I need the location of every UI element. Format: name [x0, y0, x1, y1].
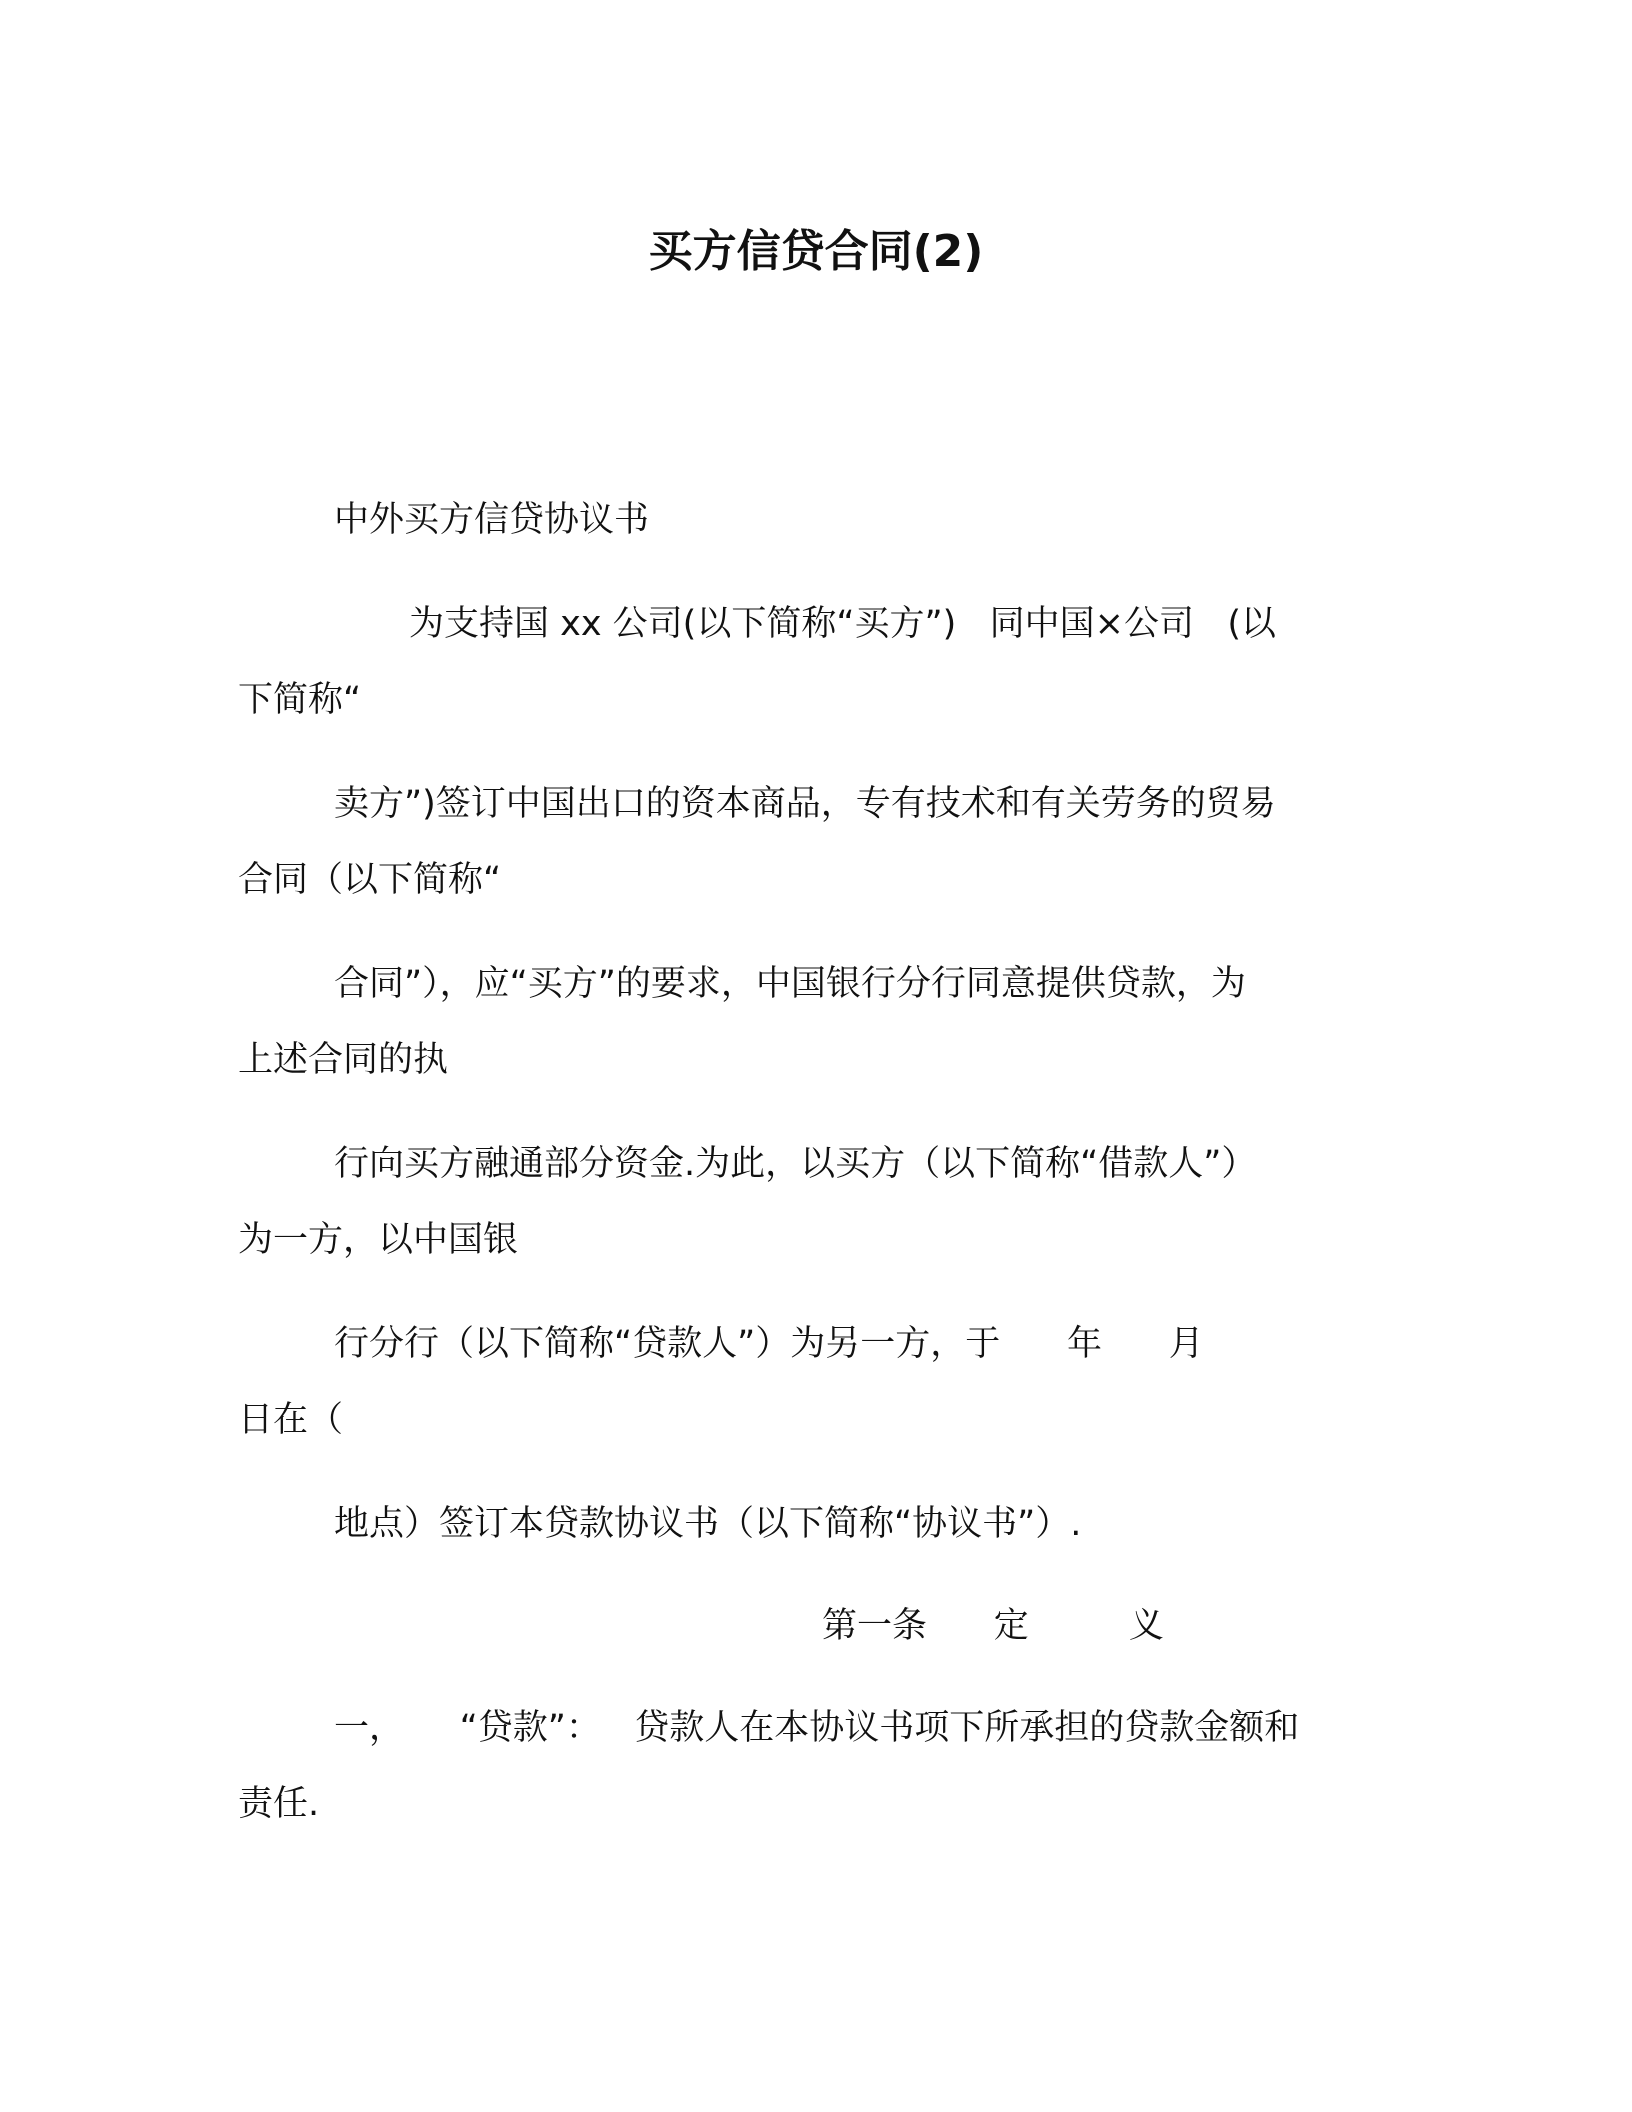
- article-heading: 第一条 定 义: [822, 1606, 1164, 1646]
- paragraph-line: 日在（: [238, 1400, 344, 1440]
- definition-line: 一， “贷款”： 贷款人在本协议书项下所承担的贷款金额和: [334, 1708, 1300, 1748]
- paragraph-line: 下简称“: [238, 680, 362, 720]
- paragraph-line: 行分行（以下简称“贷款人”）为另一方，于 年 月: [334, 1324, 1204, 1364]
- paragraph-line: 地点）签订本贷款协议书（以下简称“协议书”）.: [334, 1504, 1082, 1544]
- paragraph-line: 为一方，以中国银: [238, 1220, 519, 1260]
- document-title: 买方信贷合同(2): [648, 226, 984, 277]
- paragraph-line: 卖方”)签订中国出口的资本商品，专有技术和有关劳务的贸易: [334, 784, 1276, 824]
- paragraph-line: 合同（以下简称“: [238, 860, 502, 900]
- paragraph-line: 行向买方融通部分资金.为此，以买方（以下简称“借款人”）: [334, 1144, 1257, 1184]
- definition-line: 责任.: [238, 1784, 320, 1824]
- paragraph-line: 为支持国 xx 公司(以下简称“买方”) 同中国×公司 (以: [409, 604, 1276, 644]
- paragraph-line: 上述合同的执: [238, 1040, 449, 1080]
- agreement-heading: 中外买方信贷协议书: [334, 500, 650, 540]
- paragraph-line: 合同”），应“买方”的要求，中国银行分行同意提供贷款，为: [334, 964, 1246, 1004]
